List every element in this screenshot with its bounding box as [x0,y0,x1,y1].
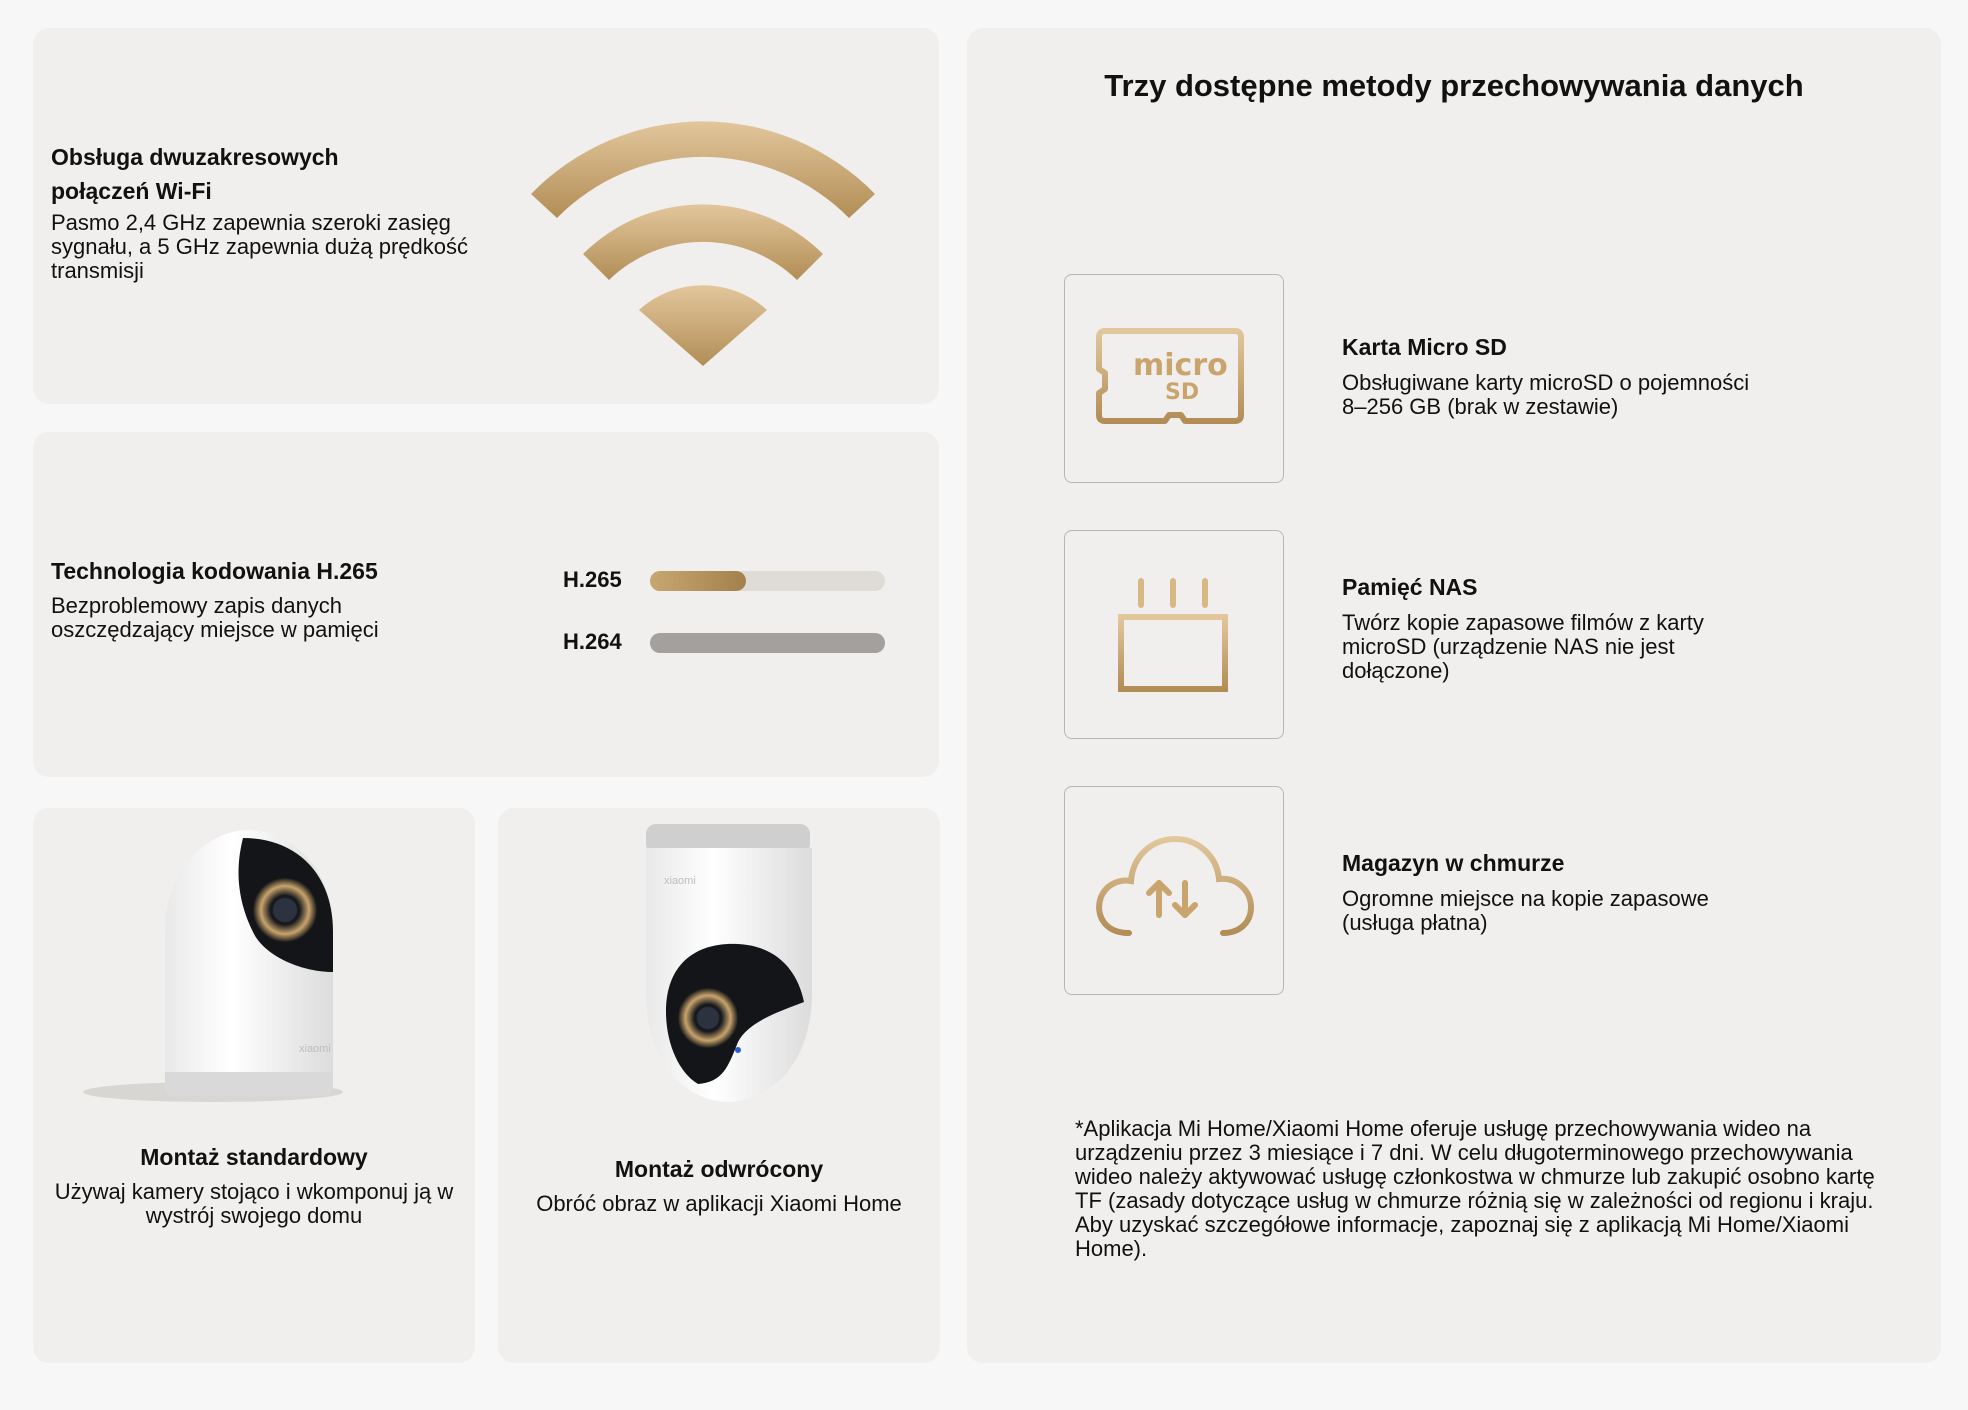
storage-title: Trzy dostępne metody przechowywania danych [1104,68,1804,103]
bar-fill-h264 [650,633,885,653]
micro-sd-icon [1065,275,1283,482]
inverted-mount-title: Montaż odwrócony [614,1156,824,1182]
bar-label-h264: H.264 [563,629,622,654]
wifi-icon [531,88,875,366]
wifi-feature-card [33,28,939,404]
camera-inverted-image [498,822,940,1122]
bar-track-h265 [650,571,885,591]
method-title-cloud: Magazyn w chmurze [1342,850,1565,876]
inverted-mount-description: Obróć obraz w aplikacji Xiaomi Home [536,1191,902,1216]
method-desc-cloud: Ogromne miejsce na kopie zapasowe (usługa płatna) [1342,886,1709,935]
method-title-nas: Pamięć NAS [1342,574,1478,600]
svg-text:micro: micro [1133,348,1228,383]
standard-mount-description: Używaj kamery stojąco i wkomponuj ją w wystrój swojego domu [54,1179,454,1228]
codec-description: Bezproblemowy zapis danych oszczędzający miejsce w pamięci [51,593,379,642]
svg-text:SD: SD [1165,380,1200,405]
bar-row-h265 [563,568,923,592]
bar-row-h264 [563,630,923,654]
cloud-icon [1065,787,1283,994]
storage-methods-card [967,28,1941,1363]
wifi-title: Obsługa dwuzakresowych połączeń Wi-Fi [51,144,339,204]
bar-label-h265: H.265 [563,567,622,592]
codec-feature-card [33,432,939,777]
standard-mount-card [33,808,475,1363]
codec-title: Technologia kodowania H.265 [51,558,378,584]
wifi-description: Pasmo 2,4 GHz zapewnia szeroki zasięg sygnału, a 5 GHz zapewnia dużą prędkość transmisji [51,210,469,283]
camera-standing-image [33,822,475,1122]
nas-box [1064,530,1284,739]
micro-sd-box [1064,274,1284,483]
standard-mount-title: Montaż standardowy [140,1144,368,1170]
inverted-mount-card [498,808,940,1363]
cloud-box [1064,786,1284,995]
brand-label-standard: xiaomi [299,1043,331,1055]
method-desc-nas: Twórz kopie zapasowe filmów z karty microSD (urządzenie NAS nie jest dołączone) [1342,610,1704,683]
brand-label-inverted: xiaomi [664,875,696,887]
bar-fill-h265 [650,571,746,591]
nas-icon [1065,531,1283,738]
storage-footnote: *Aplikacja Mi Home/Xiaomi Home oferuje usługę przechowywania wideo na urządzeniu przez 3 miesiące i 7 dni. W celu długoterminowego przechowywania wideo należy aktywować usługę członkostwa w chmurze lub zakupić osobno kartę TF (zasady dotyczące usług w chmurze różnią się w zależności od regionu i kraju. Aby uzyskać szczegółowe informacje, zapoznaj się z aplikacją Mi Home/Xiaomi Home). [1075,1116,1875,1261]
method-desc-sd: Obsługiwane karty microSD o pojemności 8–256 GB (brak w zestawie) [1342,370,1750,419]
bar-track-h264 [650,633,885,653]
method-title-sd: Karta Micro SD [1342,334,1507,360]
